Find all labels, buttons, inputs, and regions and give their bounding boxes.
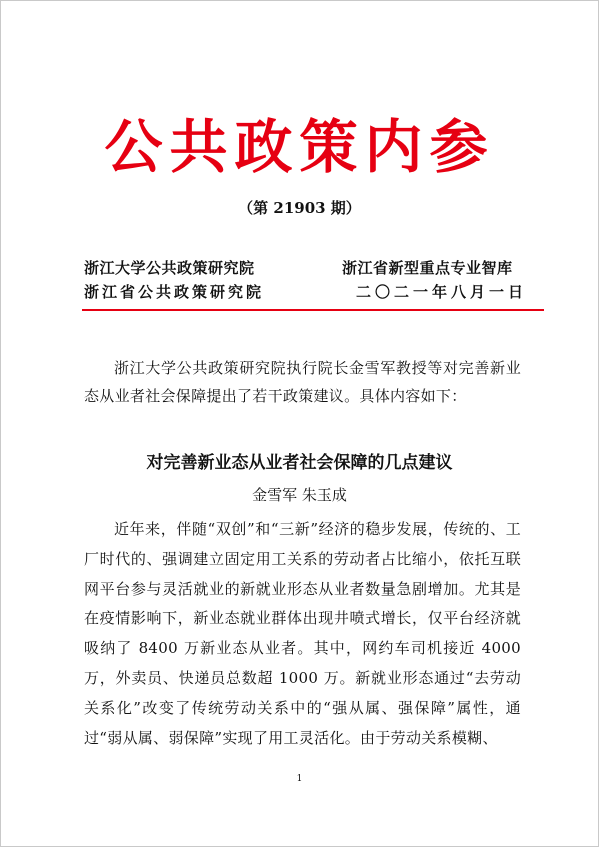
page-number: 1 (296, 774, 303, 784)
article-paragraph: 近年来，伴随“双创”和“三新”经济的稳步发展，传统的、工厂时代的、强调建立固定用工关系的劳动者占比缩小，依托互联网平台参与灵活就业的新就业形态从业者数量急剧增加。尤其是在疫情影响下，新业态就业群体出现井喷式增长，仅平台经济就吸纳了 8400 万新业态从业者。其中，网约车司机接近 4000 万，外卖员、快递员总数超 1000 万。新就业形态通过“去劳动关系化”改变了传统劳动关系中的“强从属、强保障”属性，通过“弱从属、弱保障”实现了用工灵活化。由于劳动关系模糊、 (84, 520, 521, 747)
masthead-title: 公共政策内参 (104, 113, 495, 181)
publisher-right-line1: 浙江省新型重点专业智库 (342, 259, 513, 277)
publication-date: 二〇二一年八月一日 (356, 283, 528, 301)
article-title: 对完善新业态从业者社会保障的几点建议 (146, 453, 453, 473)
issue-number: （第 21903 期） (238, 199, 361, 217)
intro-paragraph: 浙江大学公共政策研究院执行院长金雪军教授等对完善新业态从业者社会保障提出了若干政策建议。具体内容如下： (84, 359, 521, 405)
publisher-left-line2: 浙江省公共政策研究院 (84, 283, 265, 301)
publisher-left-line1: 浙江大学公共政策研究院 (84, 259, 255, 277)
article-authors: 金雪军 朱玉成 (252, 486, 347, 504)
header-divider (82, 309, 544, 311)
